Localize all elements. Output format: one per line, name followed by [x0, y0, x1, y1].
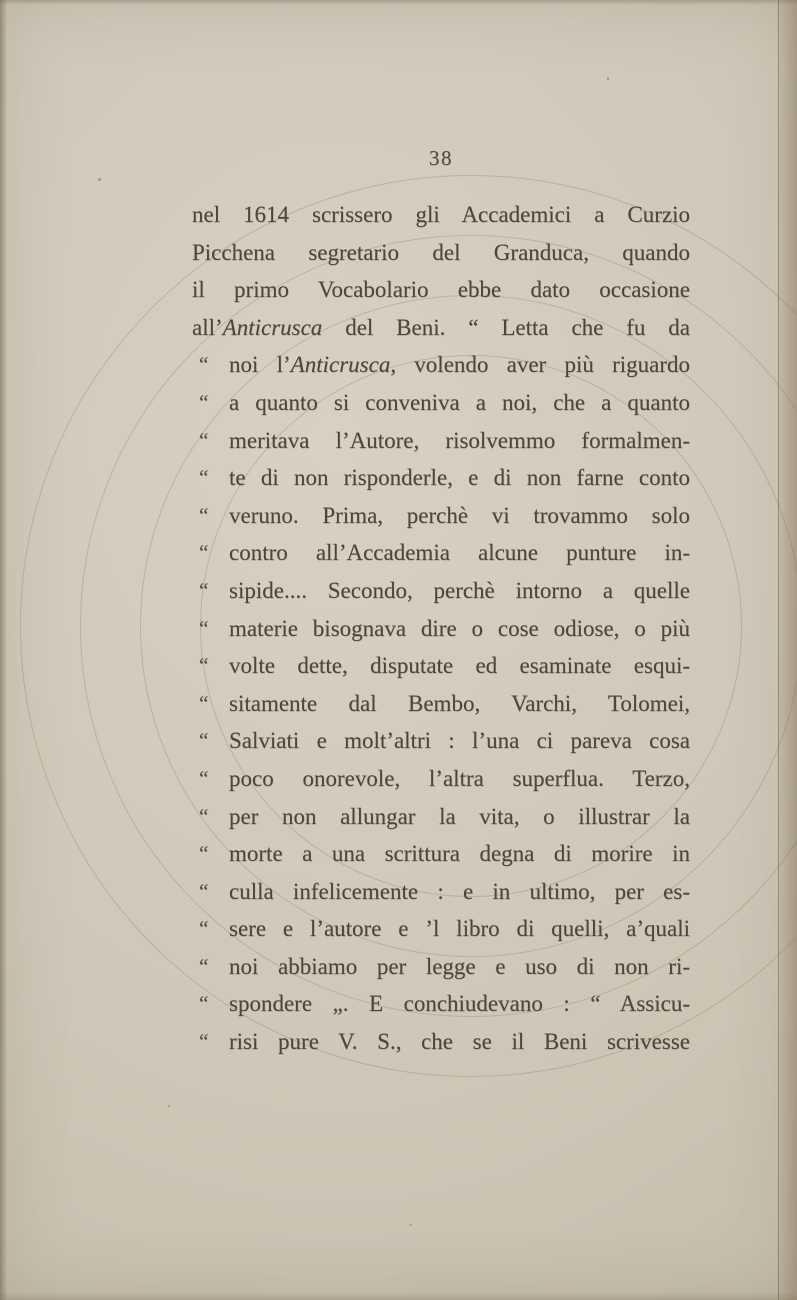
page-edge-top [0, 0, 797, 5]
page-number: 38 [429, 146, 453, 170]
hanging-quote-mark: “ [199, 389, 209, 414]
page-edge-right [778, 0, 797, 1300]
hanging-quote-mark: “ [199, 653, 209, 678]
text-segment: volte dette, disputate ed esaminate esqui- [229, 653, 690, 679]
text-segment: noi abbiamo per legge e uso di non ri- [229, 953, 690, 979]
paper-speck [98, 178, 101, 181]
text-line [192, 234, 690, 272]
text-segment: spondere „. E conchiudevano : “ Assicu- [229, 991, 690, 1017]
text-line [192, 647, 690, 685]
page-edge-bottom [0, 1292, 797, 1300]
text-line [192, 346, 690, 384]
text-line [192, 271, 690, 309]
text-segment: poco onorevole, l’altra superflua. Terzo, [229, 765, 690, 791]
text-line [192, 985, 690, 1023]
text-line [192, 309, 690, 347]
text-segment: contro all’Accademia alcune punture in- [229, 540, 690, 566]
italic-text-segment: Anticrusca [290, 352, 391, 378]
text-segment: sipide.... Secondo, perchè intorno a quelle [229, 577, 690, 603]
text-segment: morte a una scrittura degna di morire in [229, 841, 690, 867]
hanging-quote-mark: “ [199, 728, 209, 753]
text-line [192, 196, 690, 234]
hanging-quote-mark: “ [199, 916, 209, 941]
hanging-quote-mark: “ [199, 352, 209, 377]
hanging-quote-mark: “ [199, 803, 209, 828]
italic-text-segment: Anticrusca [222, 314, 323, 340]
text-segment: materie bisognava dire o cose odiose, o più [229, 615, 690, 641]
paper-speck [607, 77, 609, 80]
hanging-quote-mark: “ [199, 577, 209, 602]
text-line [192, 722, 690, 760]
hanging-quote-mark: “ [199, 1029, 209, 1054]
text-line [192, 685, 690, 723]
hanging-quote-mark: “ [199, 991, 209, 1016]
text-line [192, 384, 690, 422]
text-line [192, 760, 690, 798]
hanging-quote-mark: “ [199, 427, 209, 452]
text-line [192, 459, 690, 497]
text-line [192, 835, 690, 873]
text-segment: Salviati e molt’altri : l’una ci pareva cosa [229, 728, 690, 754]
text-line [192, 534, 690, 572]
paper-speck [168, 1105, 170, 1107]
hanging-quote-mark: “ [199, 540, 209, 565]
text-segment: nel 1614 scrissero gli Accademici a Curzio [192, 202, 690, 227]
text-segment: , volendo aver più riguardo [390, 352, 690, 378]
text-line [192, 873, 690, 911]
text-segment: meritava l’Autore, risolvemmo formalmen- [229, 427, 690, 453]
text-line [192, 910, 690, 948]
text-segment: il primo Vocabolario ebbe dato occasione [192, 277, 690, 303]
hanging-quote-mark: “ [199, 765, 209, 790]
hanging-quote-mark: “ [199, 502, 209, 527]
text-segment: risi pure V. S., che se il Beni scrivesse [229, 1029, 690, 1055]
text-segment: noi l’ [229, 352, 291, 378]
hanging-quote-mark: “ [199, 841, 209, 866]
text-line [192, 497, 690, 535]
text-block [192, 196, 690, 1061]
text-segment: sere e l’autore e ’l libro di quelli, a’quali [229, 916, 690, 942]
text-segment: te di non risponderle, e di non farne conto [229, 465, 690, 491]
text-segment: Picchena segretario del Granduca, quando [192, 239, 690, 265]
text-segment: del Beni. “ Letta che fu da [322, 314, 690, 340]
text-segment: all’ [192, 314, 223, 340]
hanging-quote-mark: “ [199, 465, 209, 490]
paper-speck [409, 1224, 412, 1226]
text-segment: a quanto si conveniva a noi, che a quanto [229, 389, 690, 415]
text-line [192, 610, 690, 648]
hanging-quote-mark: “ [199, 690, 209, 715]
text-line [192, 798, 690, 836]
text-line [192, 948, 690, 986]
text-segment: per non allungar la vita, o illustrar la [229, 803, 690, 829]
page-edge-left [0, 0, 7, 1300]
hanging-quote-mark: “ [199, 953, 209, 978]
text-line [192, 422, 690, 460]
hanging-quote-mark: “ [199, 878, 209, 903]
text-segment: sitamente dal Bembo, Varchi, Tolomei, [229, 690, 690, 716]
text-segment: culla infelicemente : e in ultimo, per es- [229, 878, 690, 904]
text-line [192, 572, 690, 610]
hanging-quote-mark: “ [199, 615, 209, 640]
text-line [192, 1023, 690, 1061]
text-segment: veruno. Prima, perchè vi trovammo solo [229, 502, 690, 528]
